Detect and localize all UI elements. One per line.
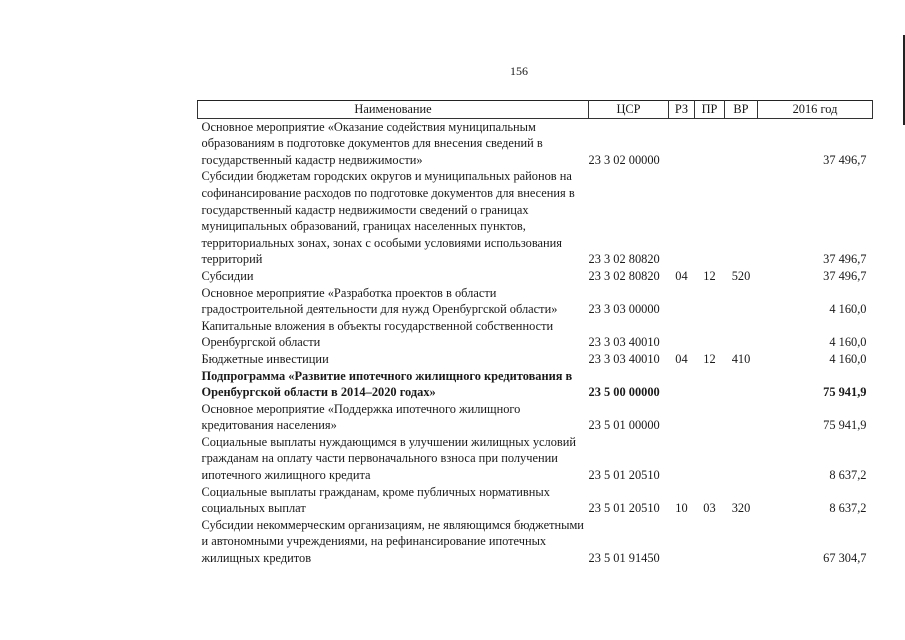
row-csr: 23 3 02 00000 (588, 152, 660, 167)
row-name: Социальные выплаты нуждающимся в улучшении жилищных условий гражданам на оплату части первоначального взноса при получении ипотечного жилищного кредита (201, 434, 577, 483)
row-rz (669, 434, 695, 484)
row-amount: 37 496,7 (823, 268, 867, 283)
row-rz: 04 (675, 351, 688, 366)
row-name: Основное мероприятие «Разработка проектов в области градостроительной деятельности для нужд Оренбургской области» (201, 285, 558, 317)
row-amount: 8 637,2 (829, 501, 867, 516)
row-name: Капитальные вложения в объекты государственной собственности Оренбургской области (201, 318, 554, 350)
row-name: Подпрограмма «Развитие ипотечного жилищного кредитования в Оренбургской области в 2014–2020 годах» (201, 368, 573, 400)
table-row (198, 268, 873, 285)
row-vr (725, 401, 758, 434)
row-amount: 37 496,7 (823, 152, 867, 167)
table-row (198, 168, 873, 268)
row-pr: 12 (703, 268, 716, 283)
row-pr: 12 (703, 351, 716, 366)
row-csr: 23 3 02 80820 (588, 252, 660, 267)
table-row (198, 484, 873, 517)
table-row (198, 318, 873, 351)
row-rz (669, 318, 695, 351)
row-amount: 67 304,7 (823, 551, 867, 566)
row-vr (725, 118, 758, 168)
table-row (198, 285, 873, 318)
table-header (198, 101, 873, 119)
row-pr (695, 168, 725, 268)
row-vr: 520 (731, 268, 751, 283)
row-amount: 75 941,9 (823, 385, 867, 400)
row-csr: 23 3 02 80820 (588, 268, 660, 283)
row-csr: 23 5 01 91450 (588, 551, 660, 566)
row-csr: 23 5 01 00000 (588, 418, 660, 433)
row-rz (669, 168, 695, 268)
header-vr: ВР (725, 101, 758, 119)
table-row (198, 517, 873, 567)
row-name: Субсидии некоммерческим организациям, не являющимся бюджетными и автономными учреждениями, на рефинансирование ипотечных жилищных кредитов (201, 517, 584, 566)
row-rz (669, 517, 695, 567)
row-amount: 75 941,9 (823, 418, 867, 433)
table-body (198, 118, 873, 567)
row-vr: 320 (731, 501, 751, 516)
row-vr (725, 517, 758, 567)
row-amount: 37 496,7 (823, 252, 867, 267)
header-rz: РЗ (669, 101, 695, 119)
budget-table (197, 100, 873, 567)
row-pr (695, 517, 725, 567)
row-name: Основное мероприятие «Поддержка ипотечного жилищного кредитования населения» (201, 401, 521, 433)
row-csr: 23 3 03 00000 (588, 302, 660, 317)
row-pr: 03 (703, 501, 716, 516)
row-name: Основное мероприятие «Оказание содействия муниципальным образованиям в подготовке документов для внесения сведений в государственный кадастр недвижимости» (201, 119, 543, 167)
row-rz: 10 (675, 501, 688, 516)
row-csr: 23 5 01 20510 (588, 501, 660, 516)
row-vr (725, 285, 758, 318)
row-name: Субсидии (201, 268, 254, 283)
table-row (198, 434, 873, 484)
table-row (198, 351, 873, 368)
row-pr (695, 368, 725, 401)
row-pr (695, 434, 725, 484)
header-name: Наименование (198, 101, 589, 119)
row-vr (725, 368, 758, 401)
row-rz (669, 285, 695, 318)
row-vr: 410 (731, 351, 751, 366)
row-rz (669, 118, 695, 168)
table-row (198, 401, 873, 434)
header-pr: ПР (695, 101, 725, 119)
row-csr: 23 5 00 00000 (588, 385, 660, 400)
row-rz: 04 (675, 268, 688, 283)
table-row (198, 118, 873, 168)
row-csr: 23 3 03 40010 (588, 351, 660, 366)
row-csr: 23 5 01 20510 (588, 468, 660, 483)
row-rz (669, 368, 695, 401)
row-pr (695, 401, 725, 434)
row-name: Социальные выплаты гражданам, кроме публичных нормативных социальных выплат (201, 484, 550, 516)
row-vr (725, 434, 758, 484)
table-row (198, 368, 873, 401)
row-rz (669, 401, 695, 434)
page-number: 156 (510, 64, 528, 78)
row-amount: 4 160,0 (829, 302, 867, 317)
header-year: 2016 год (758, 101, 873, 119)
row-name: Субсидии бюджетам городских округов и муниципальных районов на софинансирование расходов по подготовке документов для внесения в государственный кадастр недвижимости сведений о границах муниципальных образований, границах населенных пунктов, территориальных зонах, зонах с особыми условиями использования территорий (201, 169, 575, 267)
header-csr: ЦСР (589, 101, 669, 119)
header-row (198, 101, 873, 119)
row-amount: 8 637,2 (829, 468, 867, 483)
row-name: Бюджетные инвестиции (201, 351, 329, 366)
row-vr (725, 318, 758, 351)
row-pr (695, 318, 725, 351)
row-pr (695, 285, 725, 318)
row-amount: 4 160,0 (829, 335, 867, 350)
row-csr: 23 3 03 40010 (588, 335, 660, 350)
row-amount: 4 160,0 (829, 351, 867, 366)
row-pr (695, 118, 725, 168)
row-vr (725, 168, 758, 268)
